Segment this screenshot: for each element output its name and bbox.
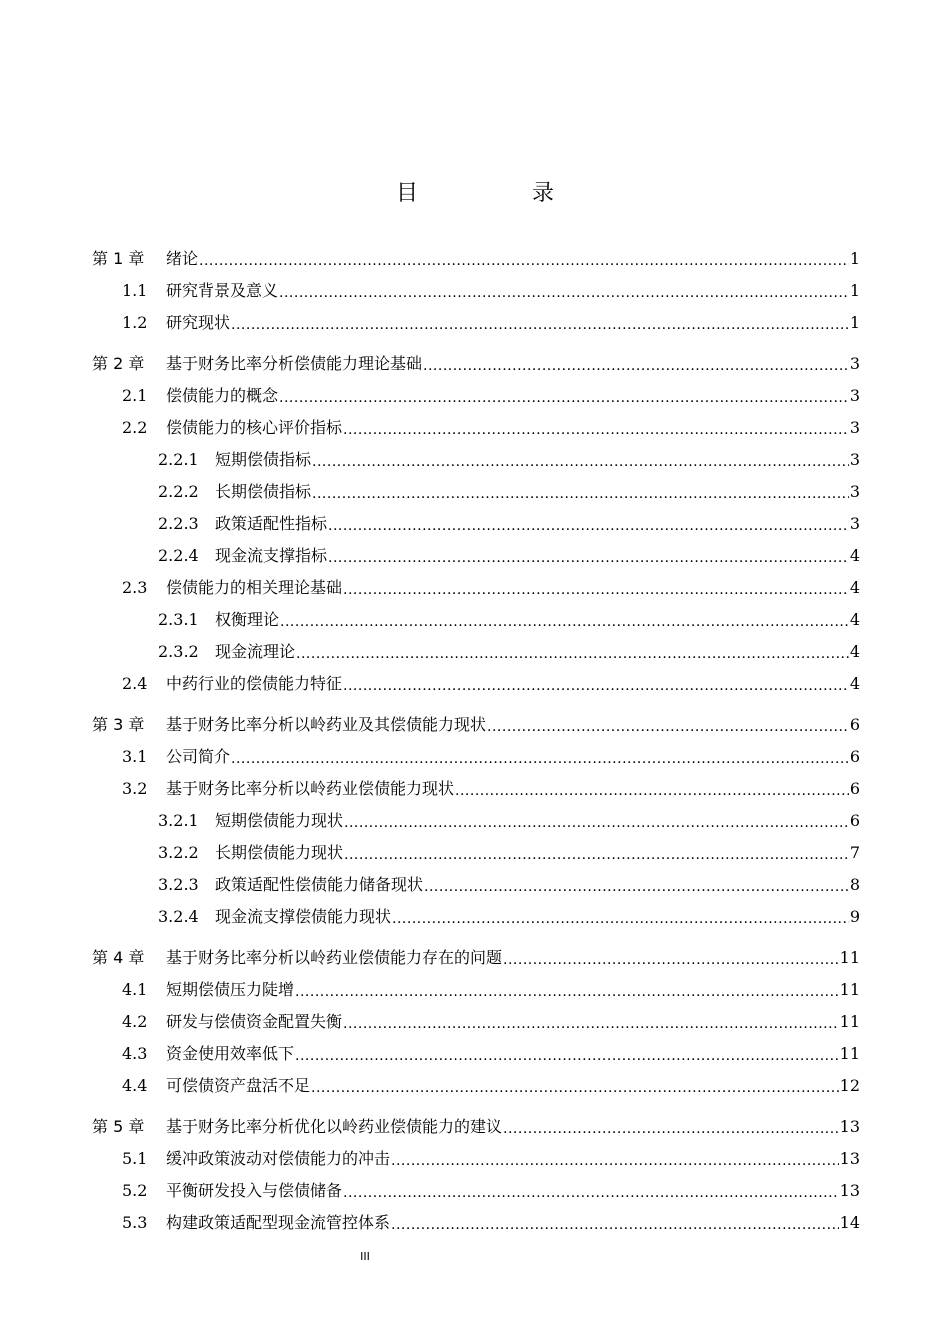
toc-entry-page: 4 [849,546,860,565]
toc-entry-page: 14 [839,1213,860,1232]
toc-entry-number: 第 3 章 [92,715,145,734]
toc-entry-title: 基于财务比率分析优化以岭药业偿债能力的建议 [166,1117,503,1136]
toc-entry[interactable] [122,311,860,333]
toc-leader-dots [344,843,849,863]
toc-entry-number: 第 1 章 [92,249,145,268]
toc-leader-dots [343,1012,839,1032]
toc-entry-page: 4 [849,610,860,629]
toc-entry-page: 1 [849,313,860,332]
toc-entry[interactable] [122,1179,860,1201]
toc-leader-dots [328,546,849,566]
toc-entry-page: 3 [849,386,860,405]
toc-entry-title: 偿债能力的核心评价指标 [166,418,343,437]
toc-entry[interactable] [158,480,860,502]
toc-leader-dots [199,249,849,269]
toc-entry-title: 基于财务比率分析以岭药业及其偿债能力现状 [166,715,487,734]
toc-entry-page: 3 [849,514,860,533]
toc-entry-title: 偿债能力的概念 [166,386,279,405]
toc-entry-number: 2.3 [122,578,148,597]
toc-entry-title: 现金流支撑偿债能力现状 [215,907,392,926]
toc-entry-page: 6 [849,715,860,734]
toc-entry-page: 3 [849,450,860,469]
toc-entry-title: 公司简介 [166,747,231,766]
toc-entry-title: 偿债能力的相关理论基础 [166,578,343,597]
toc-entry-number: 3.2.2 [158,843,199,862]
toc-entry-title: 研究背景及意义 [166,281,279,300]
toc-leader-dots [391,1213,839,1233]
toc-leader-dots [503,1117,839,1137]
toc-entry[interactable] [158,448,860,470]
toc-entry-number: 1.2 [122,313,148,332]
toc-entry[interactable] [158,809,860,831]
toc-entry-number: 2.1 [122,386,148,405]
toc-entry-page: 9 [849,907,860,926]
toc-entry[interactable] [158,544,860,566]
toc-entry-number: 2.2 [122,418,148,437]
toc-entry-title: 政策适配性偿债能力储备现状 [215,875,424,894]
toc-entry[interactable] [122,745,860,767]
toc-entry-number: 第 5 章 [92,1117,145,1136]
toc-entry-title: 缓冲政策波动对偿债能力的冲击 [166,1149,391,1168]
toc-entry-page: 13 [839,1181,860,1200]
toc-leader-dots [311,1076,839,1096]
toc-entry[interactable] [122,1042,860,1064]
toc-entry[interactable] [158,512,860,534]
toc-leader-dots [392,907,849,927]
page-number-footer: III [360,1250,370,1263]
toc-entry[interactable] [122,777,860,799]
toc-entry-title: 可偿债资产盘活不足 [166,1076,311,1095]
toc-entry-page: 4 [849,674,860,693]
toc-leader-dots [296,642,849,662]
toc-entry[interactable] [158,905,860,927]
toc-entry-number: 第 2 章 [92,354,145,373]
toc-leader-dots [312,482,849,502]
toc-leader-dots [295,980,839,1000]
toc-entry-number: 第 4 章 [92,948,145,967]
toc-entry[interactable] [122,1147,860,1169]
toc-entry-number: 2.3.2 [158,642,199,661]
toc-entry[interactable] [122,1010,860,1032]
toc-entry[interactable] [92,1115,860,1137]
toc-entry-title: 资金使用效率低下 [166,1044,295,1063]
toc-entry-page: 11 [839,980,860,999]
toc-entry-page: 6 [849,811,860,830]
toc-leader-dots [424,875,849,895]
toc-leader-dots [423,354,849,374]
toc-entry-number: 2.2.4 [158,546,199,565]
toc-entry-number: 5.2 [122,1181,148,1200]
toc-entry-title: 短期偿债指标 [215,450,312,469]
toc-entry-number: 3.2.3 [158,875,199,894]
toc-entry[interactable] [158,873,860,895]
toc-entry-title: 基于财务比率分析以岭药业偿债能力存在的问题 [166,948,503,967]
toc-entry-number: 4.2 [122,1012,148,1031]
toc-leader-dots [343,1181,839,1201]
toc-entry-page: 6 [849,747,860,766]
toc-entry-page: 3 [849,354,860,373]
toc-leader-dots [343,418,849,438]
toc-leader-dots [503,948,839,968]
toc-leader-dots [280,610,849,630]
toc-entry-title: 长期偿债能力现状 [215,843,344,862]
toc-entry-title: 短期偿债能力现状 [215,811,344,830]
toc-entry-title: 基于财务比率分析偿债能力理论基础 [166,354,423,373]
toc-entry-page: 3 [849,418,860,437]
toc-entry-number: 2.2.2 [158,482,199,501]
toc-entry[interactable] [122,416,860,438]
toc-entry-number: 1.1 [122,281,148,300]
toc-entry-number: 5.3 [122,1213,148,1232]
toc-entry-number: 2.3.1 [158,610,199,629]
toc-entry[interactable] [92,713,860,735]
toc-leader-dots [279,281,849,301]
toc-leader-dots [487,715,849,735]
toc-entry-title: 绪论 [166,249,199,268]
toc-entry[interactable] [158,640,860,662]
toc-entry-number: 2.2.3 [158,514,199,533]
toc-entry-number: 5.1 [122,1149,148,1168]
toc-entry[interactable] [122,672,860,694]
toc-entry[interactable] [122,279,860,301]
toc-entry-page: 6 [849,779,860,798]
toc-entry-number: 4.1 [122,980,148,999]
toc-entry-page: 7 [849,843,860,862]
toc-entry-title: 政策适配性指标 [215,514,328,533]
toc-entry-title: 研究现状 [166,313,231,332]
toc-entry-number: 4.4 [122,1076,148,1095]
toc-leader-dots [343,578,849,598]
toc-entry-title: 现金流支撑指标 [215,546,328,565]
toc-entry-page: 13 [839,1117,860,1136]
page-title: 目 录 [395,181,600,206]
toc-entry-number: 4.3 [122,1044,148,1063]
toc-entry-title: 短期偿债压力陡增 [166,980,295,999]
toc-leader-dots [312,450,849,470]
toc-leader-dots [391,1149,839,1169]
toc-leader-dots [344,811,849,831]
toc-entry[interactable] [122,384,860,406]
toc-entry-number: 2.4 [122,674,148,693]
toc-entry[interactable] [92,247,860,269]
toc-entry-title: 构建政策适配型现金流管控体系 [166,1213,391,1232]
toc-leader-dots [231,747,849,767]
toc-entry[interactable] [122,1211,860,1233]
toc-leader-dots [231,313,849,333]
toc-entry[interactable] [158,608,860,630]
toc-entry[interactable] [122,576,860,598]
toc-leader-dots [295,1044,839,1064]
toc-entry-page: 4 [849,578,860,597]
toc-entry-page: 12 [839,1076,860,1095]
toc-entry-page: 11 [839,948,860,967]
toc-entry-page: 1 [849,281,860,300]
toc-entry-title: 权衡理论 [215,610,280,629]
toc-entry-title: 平衡研发投入与偿债储备 [166,1181,343,1200]
toc-entry-page: 3 [849,482,860,501]
toc-entry-page: 4 [849,642,860,661]
toc-entry-page: 1 [849,249,860,268]
toc-leader-dots [343,674,849,694]
toc-entry-number: 3.1 [122,747,148,766]
toc-entry-title: 研发与偿债资金配置失衡 [166,1012,343,1031]
toc-entry-number: 2.2.1 [158,450,199,469]
toc-entry-page: 13 [839,1149,860,1168]
toc-entry-title: 现金流理论 [215,642,296,661]
toc-entry-title: 长期偿债指标 [215,482,312,501]
toc-leader-dots [455,779,849,799]
toc-leader-dots [328,514,849,534]
toc-entry[interactable] [122,1074,860,1096]
toc-entry[interactable] [92,946,860,968]
toc-entry[interactable] [122,978,860,1000]
toc-entry-title: 中药行业的偿债能力特征 [166,674,343,693]
toc-entry-page: 11 [839,1044,860,1063]
toc-leader-dots [279,386,849,406]
toc-entry[interactable] [158,841,860,863]
toc-entry-page: 8 [849,875,860,894]
toc-entry[interactable] [92,352,860,374]
toc-entry-number: 3.2.1 [158,811,199,830]
toc-entry-page: 11 [839,1012,860,1031]
toc-entry-number: 3.2.4 [158,907,199,926]
toc-entry-number: 3.2 [122,779,148,798]
toc-entry-title: 基于财务比率分析以岭药业偿债能力现状 [166,779,455,798]
